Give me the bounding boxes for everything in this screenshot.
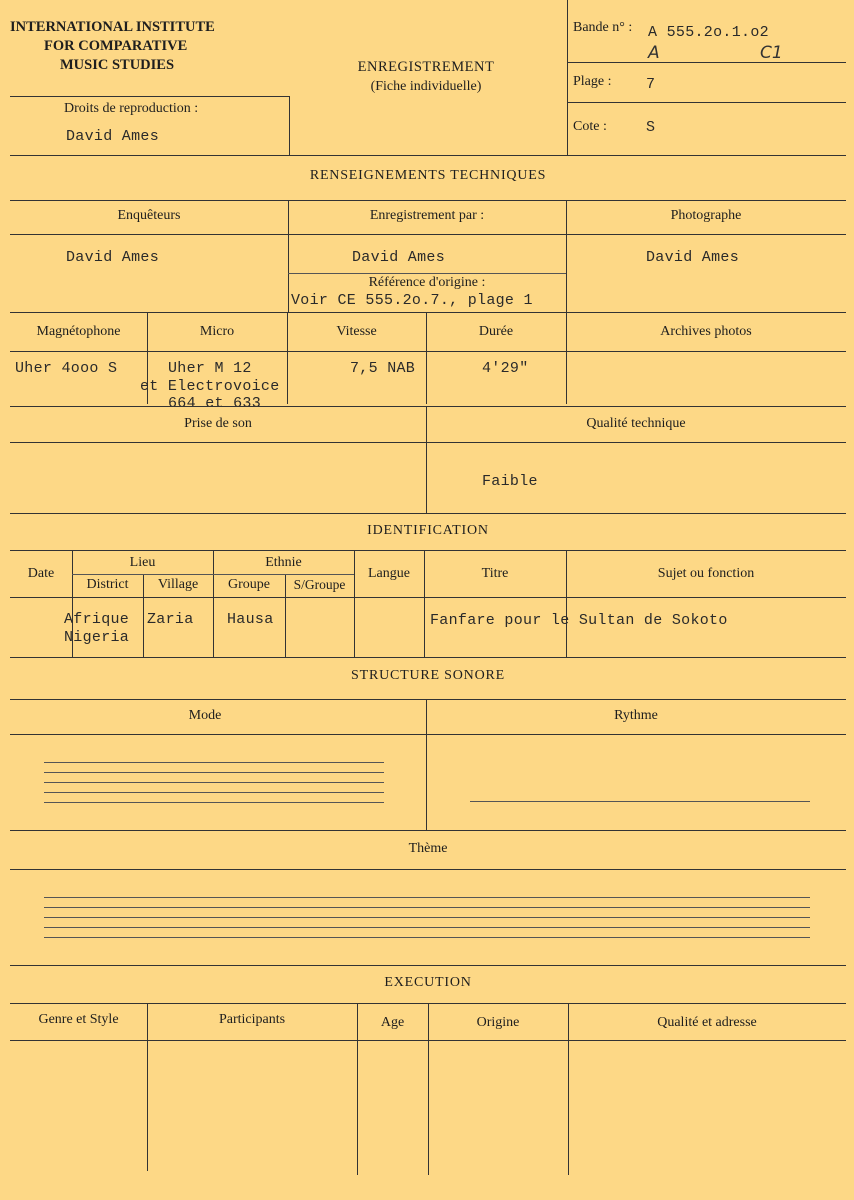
micro-value-3: 664 et 633 (168, 395, 262, 412)
header-right-divider (567, 0, 568, 156)
enregistrement-par-label: Enregistrement par : (369, 208, 485, 223)
tech-line-6 (10, 442, 846, 443)
rights-box-right (289, 96, 290, 156)
groupe-value: Hausa (227, 611, 274, 628)
mode-rule-1 (44, 762, 384, 763)
lieu-label: Lieu (129, 555, 156, 570)
tech-line-5 (10, 406, 846, 407)
qualite-technique-value: Faible (482, 473, 538, 490)
plage-label: Plage : (573, 74, 612, 89)
rights-label: Droits de reproduction : (64, 101, 199, 116)
vitesse-value: 7,5 NAB (350, 360, 416, 377)
theme-rule-3 (44, 917, 810, 918)
magnetophone-value: Uher 4ooo S (15, 360, 118, 377)
micro-value-1: Uher M 12 (168, 360, 252, 377)
lieu-underline (72, 574, 213, 575)
titre-value: Fanfare pour le Sultan de Sokoto (430, 612, 728, 629)
struct-line-1 (10, 699, 846, 700)
section-identification: IDENTIFICATION (367, 523, 489, 538)
header-bottom-line (10, 155, 846, 156)
section-structure: STRUCTURE SONORE (351, 668, 505, 683)
reference-line (288, 273, 566, 274)
bande-value: A 555.2o.1.o2 (648, 24, 769, 41)
plage-line (567, 102, 846, 103)
exec-col-1 (147, 1003, 148, 1171)
bande-label: Bande n° : (573, 20, 633, 35)
tech-line-3 (10, 312, 846, 313)
struct-bottom-line (10, 965, 846, 966)
tech-line-4 (10, 351, 846, 352)
district-label: District (86, 577, 129, 592)
bande-handwritten-a: A (648, 43, 660, 63)
village-value: Zaria (147, 611, 194, 628)
theme-rule-1 (44, 897, 810, 898)
rythme-label: Rythme (614, 708, 658, 723)
institute-line-1: INTERNATIONAL INSTITUTE (10, 19, 215, 35)
district-value-1: Afrique (64, 611, 130, 628)
qualite-adresse-label: Qualité et adresse (657, 1015, 757, 1030)
magnetophone-label: Magnétophone (36, 324, 121, 339)
ident-bottom-line (10, 657, 846, 658)
reference-value: Voir CE 555.2o.7., plage 1 (291, 292, 533, 309)
mode-rule-2 (44, 772, 384, 773)
section-technical: RENSEIGNEMENTS TECHNIQUES (309, 168, 547, 183)
archives-label: Archives photos (660, 324, 752, 339)
mode-rule-3 (44, 782, 384, 783)
rights-box-top (10, 96, 290, 97)
rythme-rule (470, 801, 810, 802)
mode-rule-5 (44, 802, 384, 803)
struct-line-4 (10, 869, 846, 870)
ethnie-underline (213, 574, 354, 575)
exec-line-2 (10, 1040, 846, 1041)
struct-line-3 (10, 830, 846, 831)
tech-line-2 (10, 234, 846, 235)
enqueteurs-label: Enquêteurs (117, 208, 181, 223)
ident-line-2 (10, 597, 846, 598)
theme-rule-4 (44, 927, 810, 928)
tech-bottom-line (10, 513, 846, 514)
form-subtitle: (Fiche individuelle) (370, 79, 482, 94)
bande-line (567, 62, 846, 63)
sujet-label: Sujet ou fonction (657, 566, 755, 581)
village-label: Village (157, 577, 199, 592)
participants-label: Participants (218, 1012, 286, 1027)
age-label: Age (380, 1015, 405, 1030)
duree-value: 4'29" (482, 360, 529, 377)
struct-line-2 (10, 734, 846, 735)
form-title: ENREGISTREMENT (357, 59, 495, 75)
mode-rule-4 (44, 792, 384, 793)
theme-label: Thème (408, 841, 448, 856)
photographe-value: David Ames (646, 249, 740, 266)
institute-line-2: FOR COMPARATIVE (44, 38, 188, 54)
prise-label: Prise de son (184, 416, 252, 431)
vitesse-label: Vitesse (336, 324, 377, 339)
mode-label: Mode (188, 708, 222, 723)
photographe-label: Photographe (670, 208, 742, 223)
tech-line-1 (10, 200, 846, 201)
cote-label: Cote : (573, 119, 607, 134)
origine-label: Origine (476, 1015, 520, 1030)
rights-value: David Ames (66, 128, 160, 145)
micro-value-2: et Electrovoice (140, 378, 280, 395)
groupe-label: Groupe (228, 577, 270, 592)
section-execution: EXECUTION (384, 975, 472, 990)
langue-label: Langue (368, 566, 410, 581)
qualite-technique-label: Qualité technique (586, 416, 686, 431)
cote-value: S (646, 119, 656, 136)
bande-handwritten-c: C1 (760, 43, 783, 63)
district-value-2: Nigeria (64, 629, 130, 646)
genre-label: Genre et Style (38, 1012, 119, 1027)
ident-line-1 (10, 550, 846, 551)
sgroupe-label: S/Groupe (293, 577, 346, 592)
institute-name (10, 18, 215, 75)
enqueteurs-value: David Ames (66, 249, 160, 266)
theme-rule-2 (44, 907, 810, 908)
theme-rule-5 (44, 937, 810, 938)
institute-line-3: MUSIC STUDIES (60, 57, 175, 73)
duree-label: Durée (478, 324, 514, 339)
reference-label: Référence d'origine : (368, 275, 486, 290)
enregistrement-par-value: David Ames (352, 249, 446, 266)
micro-label: Micro (199, 324, 235, 339)
titre-label: Titre (481, 566, 509, 581)
plage-value: 7 (646, 76, 656, 93)
date-label: Date (27, 566, 55, 581)
ethnie-label: Ethnie (265, 555, 302, 570)
